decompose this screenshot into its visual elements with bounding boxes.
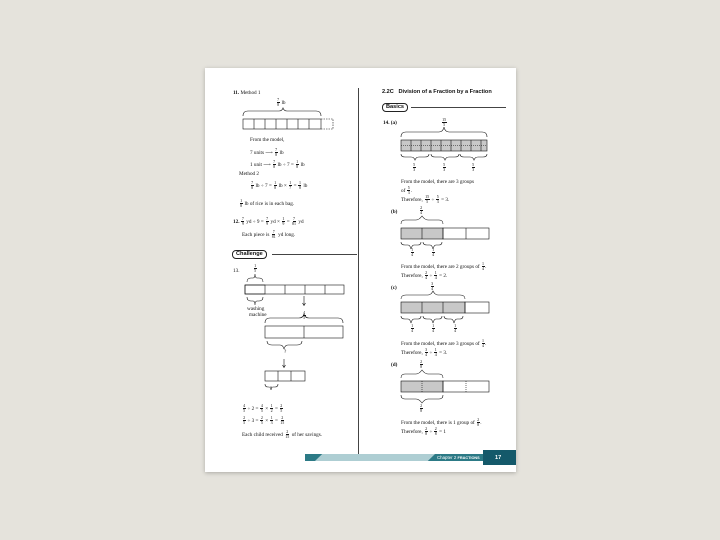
a-therefore: Therefore, $\frac{15}{5}$ ÷ $\frac{5}{3}$ = 3. bbox=[401, 194, 450, 205]
a-group-fraction-2: $\frac{5}{3}$ bbox=[443, 162, 446, 173]
b-group-fraction-1: $\frac{1}{4}$ bbox=[411, 247, 414, 258]
method-label: Method 1 bbox=[240, 90, 261, 96]
c-group-fraction-2: $\frac{1}{4}$ bbox=[432, 323, 435, 334]
q13-calc-1: $\frac{4}{5}$ ÷ 2 = $\frac{4}{5}$ × $\frac{1}{2}$ = $\frac{2}{5}$ bbox=[243, 403, 283, 414]
question-12: 12. $\frac{7}{9}$ yd ÷ 9 = $\frac{7}{9}$ yd × $\frac{1}{9}$ = $\frac{7}{81}$ yd bbox=[233, 216, 304, 227]
each-child-answer: Each child received $\frac{2}{15}$ of her savings. bbox=[242, 429, 323, 440]
q13-question-mark-1: ? bbox=[284, 349, 287, 355]
section-heading: 2.2C Division of a Fraction by a Fraction bbox=[382, 89, 492, 95]
q11-bar-model bbox=[243, 108, 333, 129]
d-bar-model bbox=[401, 370, 489, 403]
question-14: 14. (a) bbox=[383, 120, 397, 126]
a-explanation: From the model, there are 3 groups bbox=[401, 179, 475, 185]
question-13: 13. bbox=[233, 268, 240, 274]
b-top-fraction: $\frac{2}{4}$ bbox=[420, 205, 423, 216]
q13-bar-model bbox=[245, 274, 344, 390]
d-group-fraction: $\frac{2}{8}$ bbox=[420, 403, 423, 414]
line-7-units: 7 units ⟶ $\frac{7}{8}$ lb bbox=[250, 147, 284, 158]
a-total-fraction: $\frac{15}{5}$ bbox=[442, 117, 447, 128]
unit-lb: lb bbox=[281, 100, 286, 107]
b-therefore: Therefore, $\frac{2}{4}$ ÷ $\frac{1}{4}$ = 2. bbox=[401, 270, 448, 281]
b-group-fraction-2: $\frac{1}{4}$ bbox=[432, 247, 435, 258]
from-model-text: From the model, bbox=[250, 137, 285, 143]
q13-mid-fraction: $\frac{4}{5}$ bbox=[303, 310, 306, 321]
d-explanation: From the model, there is 1 group of $\frac{2}{8}$ . bbox=[401, 417, 482, 428]
a-group-fraction-1: $\frac{5}{3}$ bbox=[413, 162, 416, 173]
method-2-calc: $\frac{7}{8}$ lb ÷ 7 = $\frac{1}{8}$ lb × $\frac{1}{7}$ = $\frac{1}{8}$ lb bbox=[251, 180, 308, 191]
a-bar-model bbox=[401, 127, 487, 160]
c-group-fraction-1: $\frac{1}{4}$ bbox=[411, 323, 414, 334]
c-explanation: From the model, there are 3 groups of $\frac{1}{4}$ . bbox=[401, 338, 487, 349]
q13-calc-2: $\frac{2}{5}$ ÷ 3 = $\frac{2}{5}$ × $\frac{1}{3}$ = $\frac{2}{15}$ bbox=[243, 415, 285, 426]
a-group-fraction-3: $\frac{5}{3}$ bbox=[472, 162, 475, 173]
page-number: 17 bbox=[495, 455, 502, 461]
part-c-label: (c) bbox=[391, 285, 397, 291]
basics-heading: Basics bbox=[382, 103, 408, 112]
part-b-label: (b) bbox=[391, 209, 398, 215]
d-therefore: Therefore, $\frac{2}{8}$ ÷ $\frac{2}{8}$ = 1 bbox=[401, 426, 446, 437]
footer-chapter: Chapter 2 FRACTIONS bbox=[437, 455, 480, 460]
b-explanation: From the model, there are 2 groups of $\frac{1}{4}$ . bbox=[401, 261, 487, 272]
c-bar-model bbox=[401, 291, 489, 323]
machine-label: machine bbox=[249, 312, 267, 318]
model-total-label: $\frac{7}{8}$ lb bbox=[277, 97, 286, 108]
line-1-unit: 1 unit ⟶ $\frac{7}{8}$ lb ÷ 7 = $\frac{1}{8}$ lb bbox=[250, 159, 305, 170]
c-therefore: Therefore, $\frac{3}{4}$ ÷ $\frac{1}{4}$ = 3. bbox=[401, 347, 448, 358]
c-group-fraction-3: $\frac{1}{4}$ bbox=[454, 323, 457, 334]
method-2-label: Method 2 bbox=[239, 171, 260, 177]
footer-highlight bbox=[315, 454, 435, 461]
question-number: 11. bbox=[233, 90, 240, 96]
part-d-label: (d) bbox=[391, 362, 398, 368]
bar-model-diagrams bbox=[205, 68, 516, 472]
q13-question-mark-2: ? bbox=[270, 386, 273, 392]
workbook-page bbox=[205, 68, 516, 472]
d-top-fraction: $\frac{2}{8}$ bbox=[420, 359, 423, 370]
each-piece-answer: Each piece is $\frac{7}{81}$ yd long. bbox=[242, 229, 296, 240]
washing-label: washing bbox=[247, 306, 265, 312]
challenge-heading: Challenge bbox=[232, 250, 267, 259]
rice-answer: $\frac{1}{8}$ lb of rice is in each bag. bbox=[240, 198, 295, 209]
a-explanation-of: of $\frac{5}{3}$ . bbox=[401, 185, 413, 196]
b-bar-model bbox=[401, 216, 489, 249]
c-top-fraction: $\frac{3}{4}$ bbox=[431, 281, 434, 292]
q13-top-fraction: $\frac{1}{5}$ bbox=[254, 263, 257, 274]
